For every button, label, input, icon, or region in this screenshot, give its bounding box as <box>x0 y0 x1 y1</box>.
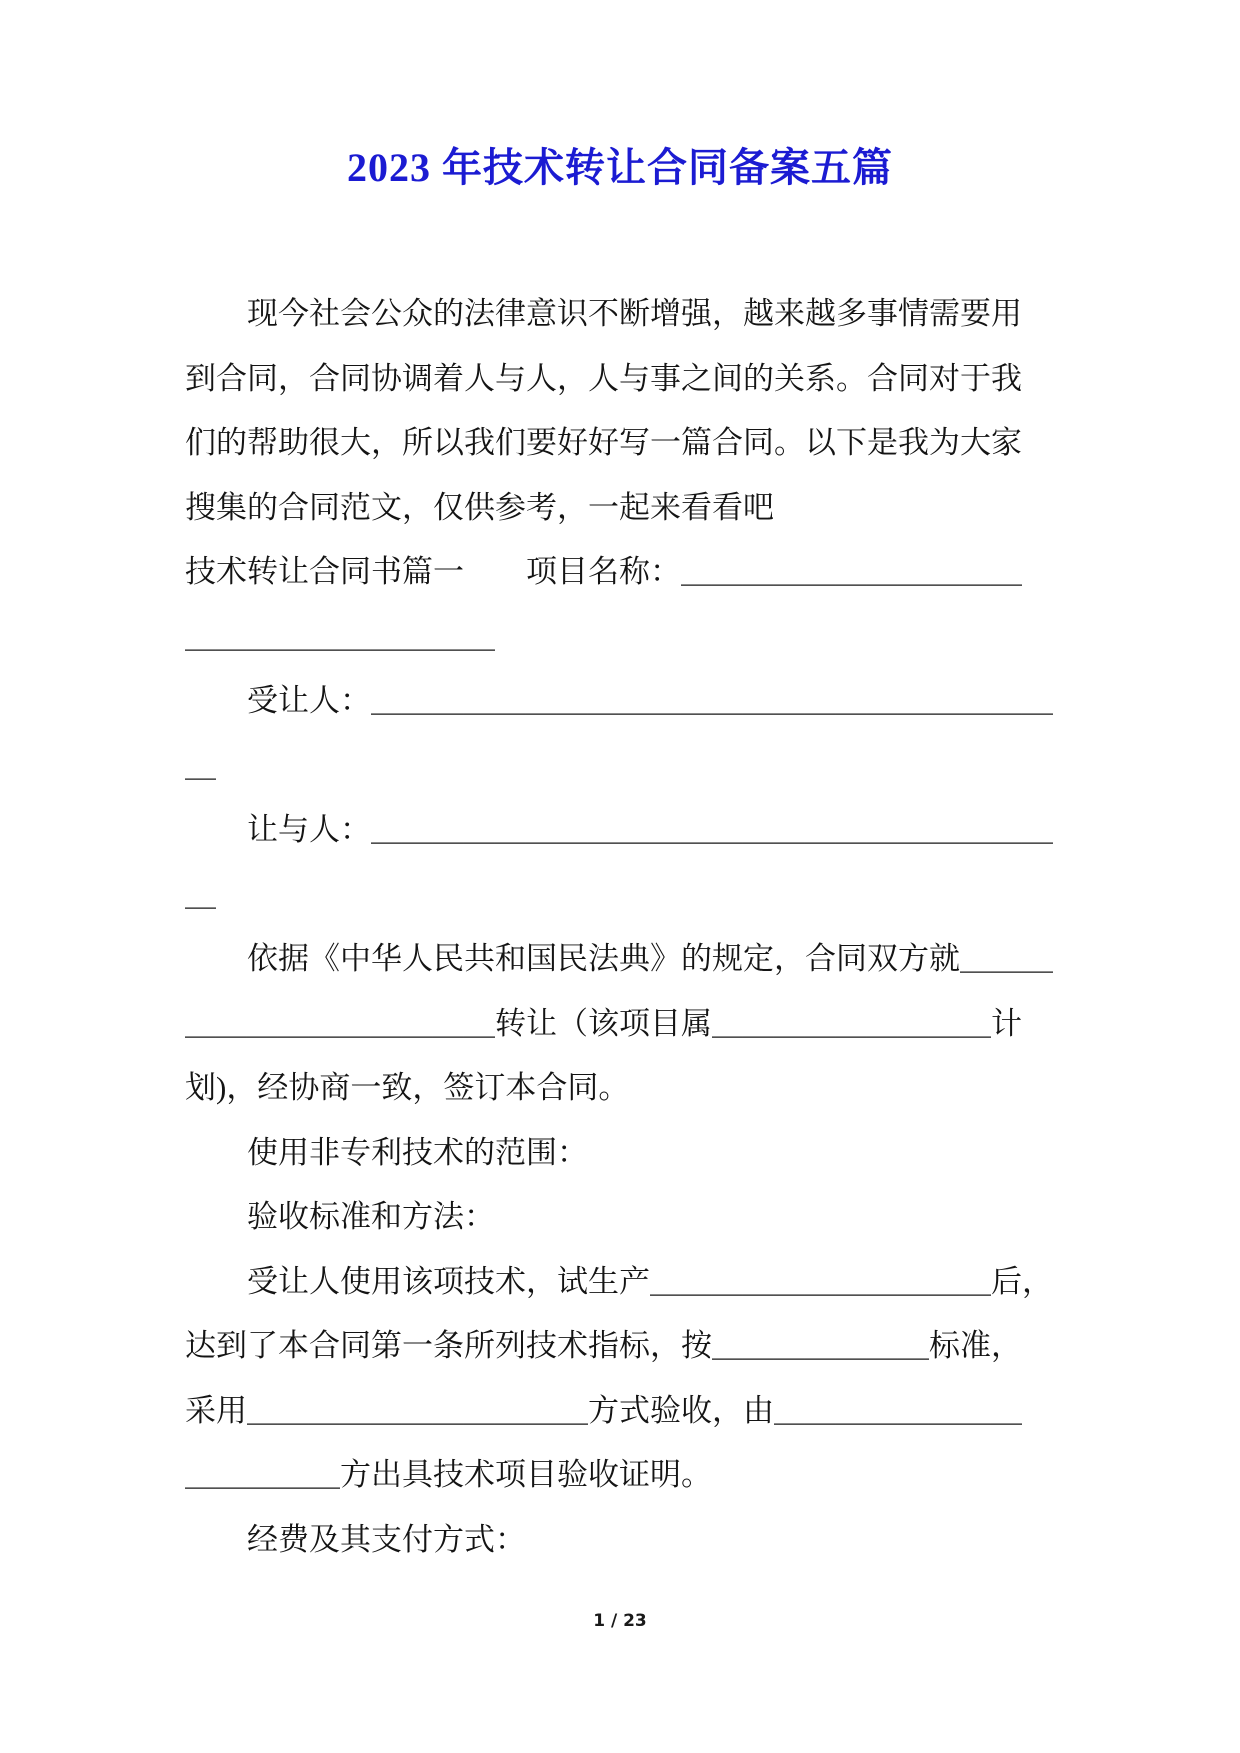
blank-underline-line: ＿ <box>185 876 216 912</box>
paragraph-line: 经费及其支付方式： <box>247 1521 526 1557</box>
paragraph-line: 到合同，合同协调着人与人，人与事之间的关系。合同对于我 <box>185 360 1022 396</box>
blank-underline-line: ＿＿＿＿＿＿＿＿＿＿ <box>185 618 495 654</box>
paragraph-line: 技术转让合同书篇一 项目名称：＿＿＿＿＿＿＿＿＿＿＿ <box>185 554 1022 589</box>
paragraph-line: 达到了本合同第一条所列技术指标，按＿＿＿＿＿＿＿标准， <box>185 1328 1022 1363</box>
paragraph-line: 受让人使用该项技术，试生产＿＿＿＿＿＿＿＿＿＿＿后， <box>247 1263 1053 1299</box>
paragraph-line: 们的帮助很大，所以我们要好好写一篇合同。以下是我为大家 <box>185 425 1022 460</box>
page-footer <box>0 1611 1240 1631</box>
paragraph-line: 搜集的合同范文，仅供参考，一起来看看吧 <box>185 489 774 525</box>
paragraph-line: 现今社会公众的法律意识不断增强，越来越多事情需要用 <box>247 296 1022 331</box>
paragraph-line: ＿＿＿＿＿＿＿＿＿＿转让（该项目属＿＿＿＿＿＿＿＿＿计 <box>185 1005 1022 1041</box>
page-number: 1 / 23 <box>593 1611 647 1631</box>
paragraph-line: 划)，经协商一致，签订本合同。 <box>185 1070 630 1105</box>
document-title: 2023 年技术转让合同备案五篇 <box>347 145 893 190</box>
paragraph-line: 受让人：＿＿＿＿＿＿＿＿＿＿＿＿＿＿＿＿＿＿＿＿＿＿ <box>247 683 1053 718</box>
paragraph-line: 依据《中华人民共和国民法典》的规定，合同双方就＿＿＿ <box>247 941 1053 976</box>
paragraph-line: 验收标准和方法： <box>247 1199 495 1234</box>
paragraph-line: ＿＿＿＿＿方出具技术项目验收证明。 <box>185 1457 712 1492</box>
paragraph-line: 使用非专利技术的范围： <box>247 1134 588 1170</box>
paragraph-line: 让与人：＿＿＿＿＿＿＿＿＿＿＿＿＿＿＿＿＿＿＿＿＿＿ <box>247 812 1053 847</box>
document-body <box>185 282 1055 1572</box>
blank-underline-line: ＿ <box>185 747 216 783</box>
paragraph-line: 采用＿＿＿＿＿＿＿＿＿＿＿方式验收，由＿＿＿＿＿＿＿＿ <box>185 1392 1022 1428</box>
